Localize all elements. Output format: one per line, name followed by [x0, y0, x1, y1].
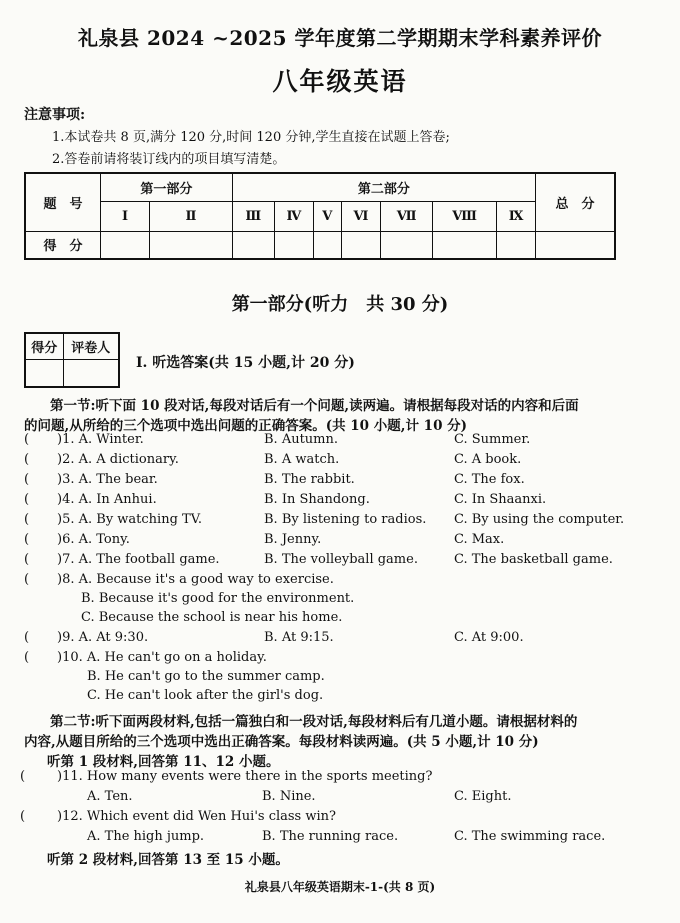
row-label-question-number: 题 号 [25, 173, 101, 231]
question-row [0, 650, 680, 670]
question-option-c: C. Eight. [454, 789, 512, 804]
question-row [0, 512, 680, 532]
question-option-a: )2. A. A dictionary. [57, 452, 179, 467]
question-option-c: C. The swimming race. [454, 829, 606, 844]
total-score-cell[interactable] [536, 231, 616, 259]
score-cell[interactable] [497, 231, 536, 259]
question-option-a: )10. A. He can't go on a holiday. [57, 650, 267, 665]
numeral-cell: Ⅶ [381, 201, 433, 231]
score-cell[interactable] [150, 231, 233, 259]
question-row [0, 572, 680, 592]
score-cell[interactable] [232, 231, 274, 259]
score-table [24, 172, 616, 260]
answer-paren[interactable]: ( [24, 512, 30, 527]
numeral-cell: Ⅱ [150, 201, 233, 231]
question-option-b: B. Because it's good for the environment. [81, 591, 355, 606]
grader-table [24, 332, 120, 388]
answer-paren[interactable]: ( [24, 552, 30, 567]
question-option-c: C. Because the school is near his home. [81, 610, 343, 625]
question-option-b: B. Jenny. [264, 532, 322, 547]
listen-material-2: 听第 2 段材料,回答第 13 至 15 小题。 [47, 852, 289, 868]
question-option-a: )8. A. Because it's a good way to exercise. [57, 572, 334, 587]
question-option-c: C. A book. [454, 452, 522, 467]
question-option-b: B. The rabbit. [264, 472, 355, 487]
score-cell[interactable] [433, 231, 497, 259]
answer-paren[interactable]: ( [24, 532, 30, 547]
grader-score-label: 得分 [25, 333, 63, 359]
answer-paren[interactable]: ( [24, 492, 30, 507]
question-option-a: )4. A. In Anhui. [57, 492, 157, 507]
question-row [0, 492, 680, 512]
question-row [0, 669, 680, 689]
question-option-b: B. The volleyball game. [264, 552, 418, 567]
answer-paren[interactable]: ( [20, 769, 26, 784]
question-option-a: )9. A. At 9:30. [57, 630, 149, 645]
page-footer: 礼泉县八年级英语期末-1-(共 8 页) [244, 880, 436, 894]
section1-instructions-line: 第一节:听下面 10 段对话,每段对话后有一个问题,读两遍。请根据每段对话的内容和后面 [50, 398, 579, 414]
note-item: 2.答卷前请将装订线内的项目填写清楚。 [52, 152, 286, 167]
question-row [0, 452, 680, 472]
question-row [0, 630, 680, 650]
notes-heading: 注意事项: [24, 107, 86, 123]
question-option-a: A. Ten. [87, 789, 133, 804]
numeral-cell: Ⅰ [101, 201, 150, 231]
question-row [0, 769, 680, 789]
section1-heading: Ⅰ. 听选答案(共 15 小题,计 20 分) [136, 355, 355, 371]
section2-instructions-line: 第二节:听下面两段材料,包括一篇独白和一段对话,每段材料后有几道小题。请根据材料的 [50, 714, 578, 730]
score-cell[interactable] [381, 231, 433, 259]
question-row [0, 532, 680, 552]
numeral-cell: Ⅸ [497, 201, 536, 231]
question-option-c: C. The fox. [454, 472, 525, 487]
question-option-b: B. At 9:15. [264, 630, 334, 645]
question-row [0, 809, 680, 829]
total-header: 总 分 [536, 173, 616, 231]
part1-heading: 第一部分(听力 共 30 分) [231, 294, 449, 315]
question-option-b: B. In Shandong. [264, 492, 370, 507]
question-option-c: C. The basketball game. [454, 552, 613, 567]
score-cell[interactable] [101, 231, 150, 259]
question-option-b: B. By listening to radios. [264, 512, 427, 527]
question-row [0, 472, 680, 492]
section2-instructions-line: 内容,从题目所给的三个选项中选出正确答案。每段材料读两遍。(共 5 小题,计 10 分) [24, 734, 539, 750]
question-stem: )12. Which event did Wen Hui's class win? [57, 809, 336, 824]
answer-paren[interactable]: ( [24, 452, 30, 467]
exam-subject: 八年级英语 [272, 67, 408, 96]
question-row [0, 610, 680, 630]
question-option-c: C. By using the computer. [454, 512, 625, 527]
question-option-b: B. Autumn. [264, 432, 339, 447]
question-option-a: )1. A. Winter. [57, 432, 144, 447]
part2-header: 第二部分 [232, 173, 535, 201]
answer-paren[interactable]: ( [24, 432, 30, 447]
numeral-cell: Ⅴ [313, 201, 341, 231]
answer-paren[interactable]: ( [24, 630, 30, 645]
answer-paren[interactable]: ( [20, 809, 26, 824]
question-row [0, 688, 680, 708]
question-option-a: A. The high jump. [87, 829, 205, 844]
row-label-score: 得 分 [25, 231, 101, 259]
question-option-a: )5. A. By watching TV. [57, 512, 202, 527]
question-option-a: )7. A. The football game. [57, 552, 220, 567]
question-row [0, 552, 680, 572]
question-option-c: C. Summer. [454, 432, 531, 447]
question-row [0, 591, 680, 611]
question-option-c: C. At 9:00. [454, 630, 524, 645]
question-row [0, 789, 680, 809]
score-cell[interactable] [313, 231, 341, 259]
score-cell[interactable] [274, 231, 313, 259]
question-option-b: B. Nine. [262, 789, 316, 804]
question-row [0, 432, 680, 452]
numeral-cell: Ⅷ [433, 201, 497, 231]
grader-score-cell[interactable] [25, 359, 63, 387]
section1-instructions-line: 的问题,从所给的三个选项中选出问题的正确答案。(共 10 小题,计 10 分) [24, 418, 468, 434]
question-row [0, 829, 680, 849]
question-option-c: C. He can't look after the girl's dog. [87, 688, 324, 703]
note-item: 1.本试卷共 8 页,满分 120 分,时间 120 分钟,学生直接在试题上答卷; [52, 130, 450, 145]
score-cell[interactable] [341, 231, 381, 259]
grader-name-label: 评卷人 [63, 333, 119, 359]
numeral-cell: Ⅵ [341, 201, 381, 231]
answer-paren[interactable]: ( [24, 650, 30, 665]
exam-title: 礼泉县 2024 ~2025 学年度第二学期期末学科素养评价 [78, 26, 602, 50]
answer-paren[interactable]: ( [24, 472, 30, 487]
question-option-c: C. Max. [454, 532, 505, 547]
question-option-b: B. He can't go to the summer camp. [87, 669, 325, 684]
part1-header: 第一部分 [101, 173, 233, 201]
grader-name-cell[interactable] [63, 359, 119, 387]
answer-paren[interactable]: ( [24, 572, 30, 587]
question-option-a: )3. A. The bear. [57, 472, 158, 487]
question-option-b: B. A watch. [264, 452, 340, 467]
question-option-b: B. The running race. [262, 829, 399, 844]
question-option-a: )6. A. Tony. [57, 532, 130, 547]
question-stem: )11. How many events were there in the sports meeting? [57, 769, 433, 784]
question-option-c: C. In Shaanxi. [454, 492, 547, 507]
numeral-cell: Ⅲ [232, 201, 274, 231]
numeral-cell: Ⅳ [274, 201, 313, 231]
listen-material-1: 听第 1 段材料,回答第 11、12 小题。 [47, 754, 280, 770]
